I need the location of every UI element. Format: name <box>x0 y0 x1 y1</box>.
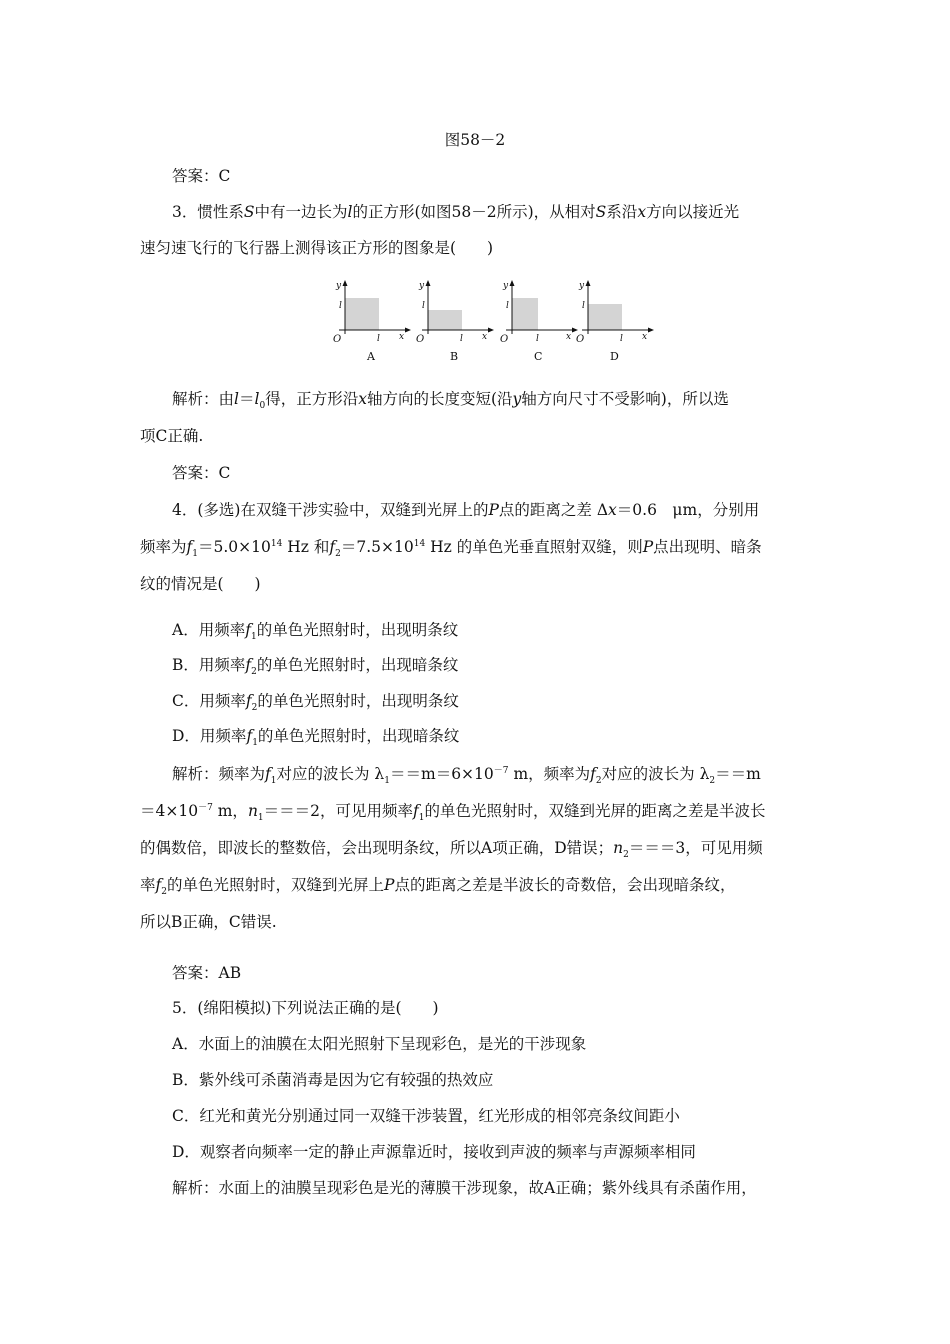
option-b-y-label: y <box>419 281 425 291</box>
option-5d: D．观察者向频率一定的静止声源靠近时，接收到声波的频率与声源频率相同 <box>172 1143 696 1161</box>
option-a-x-arrow <box>405 328 411 333</box>
option-b-l-tick-y: l <box>422 301 425 311</box>
question-5: 5．(绵阳模拟)下列说法正确的是( ) <box>172 999 439 1017</box>
option-d-x-label: x <box>642 332 648 342</box>
answer-3: 答案：C <box>172 464 231 482</box>
option-c-x-arrow <box>572 328 578 333</box>
figure-caption: 图58－2 <box>444 131 506 149</box>
option-4a: A．用频率$f_1$的单色光照射时，出现明条纹 <box>172 621 459 643</box>
option-d-y-arrow <box>586 280 591 286</box>
option-d-l-tick-x: l <box>620 334 623 344</box>
solution-4-line-3: 的偶数倍，即波长的整数倍，会出现明条纹，所以A项正确，D错误；$n_2===3$，可见用频 <box>140 839 763 861</box>
option-c-l-tick-x: l <box>536 334 539 344</box>
option-d-y-label: y <box>579 281 585 291</box>
question-3-line-2: 速匀速飞行的飞行器上测得该正方形的图象是( ) <box>140 239 494 257</box>
question-4-line-3: 纹的情况是( ) <box>140 575 261 593</box>
option-c-origin: O <box>500 334 509 345</box>
solution-4-line-4: 率$f_2$的单色光照射时，双缝到光屏上P点的距离之差是半波长的奇数倍，会出现暗条纹， <box>140 876 736 898</box>
option-d-rectangle <box>588 304 622 330</box>
option-a-l-tick-y: l <box>339 301 342 311</box>
solution-5: 解析：水面上的油膜呈现彩色是光的薄膜干涉现象，故A正确；紫外线具有杀菌作用， <box>172 1179 757 1197</box>
options-figure-svg <box>325 272 665 367</box>
question-3: 3．惯性系S中有一边长为l的正方形(如图58－2所示)，从相对S系沿x方向以接近光 <box>172 203 740 221</box>
option-b-y-arrow <box>426 280 431 286</box>
solution-4-line-2: $=4\times 10^{-7}$ m，$n_1===2$，可见用频率$f_1$的单色光照射时，双缝到光屏的距离之差是半波长 <box>140 802 766 824</box>
option-c-l-tick-y: l <box>506 301 509 311</box>
option-c-y-label: y <box>503 281 509 291</box>
option-c-x-label: x <box>566 332 572 342</box>
question-4: 4．(多选)在双缝干涉实验中，双缝到光屏上的P点的距离之差 Δx＝0.6 μm，分别用 <box>172 501 760 519</box>
option-d-origin: O <box>576 334 585 345</box>
option-b-x-label: x <box>482 332 488 342</box>
option-a-y-label: y <box>336 281 342 291</box>
option-4b: B．用频率$f_2$的单色光照射时，出现暗条纹 <box>172 656 459 678</box>
answer-2: 答案：C <box>172 167 231 185</box>
solution-4: 解析：频率为$f_1$对应的波长为 $\lambda_1==m=6\times 10^{-7}$ m，频率为$f_2$对应的波长为 $\lambda_2==m$ <box>172 765 761 787</box>
option-a-l-tick-x: l <box>377 334 380 344</box>
option-b-l-tick-x: l <box>460 334 463 344</box>
option-4c: C．用频率$f_2$的单色光照射时，出现明条纹 <box>172 692 459 714</box>
option-a-x-label: x <box>399 332 405 342</box>
option-c-y-arrow <box>510 280 515 286</box>
question-4-line-2: 频率为$f_1=5.0\times 10^{14}$ Hz 和$f_2=7.5\times 10^{14}$ Hz 的单色光垂直照射双缝，则P点出现明、暗条 <box>140 538 762 560</box>
option-c-rectangle <box>512 298 538 330</box>
option-5b: B．紫外线可杀菌消毒是因为它有较强的热效应 <box>172 1071 494 1089</box>
option-a-label: A <box>367 350 375 363</box>
option-d-l-tick-y: l <box>582 301 585 311</box>
solution-3-line-2: 项C正确. <box>140 427 204 445</box>
option-a-origin: O <box>333 334 342 345</box>
option-5a: A．水面上的油膜在太阳光照射下呈现彩色，是光的干涉现象 <box>172 1035 587 1053</box>
solution-3: 解析：由$l=l_0$得，正方形沿x轴方向的长度变短(沿y轴方向尺寸不受影响)，所以选 <box>172 390 729 412</box>
option-4d: D．用频率$f_1$的单色光照射时，出现暗条纹 <box>172 727 460 749</box>
option-a-rectangle <box>345 298 379 330</box>
option-c-label: C <box>534 350 543 363</box>
option-a-y-arrow <box>343 280 348 286</box>
option-b-x-arrow <box>488 328 494 333</box>
option-b-label: B <box>450 350 459 363</box>
option-d-label: D <box>610 350 619 363</box>
solution-4-line-5: 所以B正确，C错误. <box>140 913 277 931</box>
option-d-x-arrow <box>648 328 654 333</box>
option-b-origin: O <box>416 334 425 345</box>
answer-4: 答案：AB <box>172 964 242 982</box>
option-5c: C．红光和黄光分别通过同一双缝干涉装置，红光形成的相邻亮条纹间距小 <box>172 1107 680 1125</box>
options-figure <box>325 272 665 367</box>
option-b-rectangle <box>428 310 462 330</box>
